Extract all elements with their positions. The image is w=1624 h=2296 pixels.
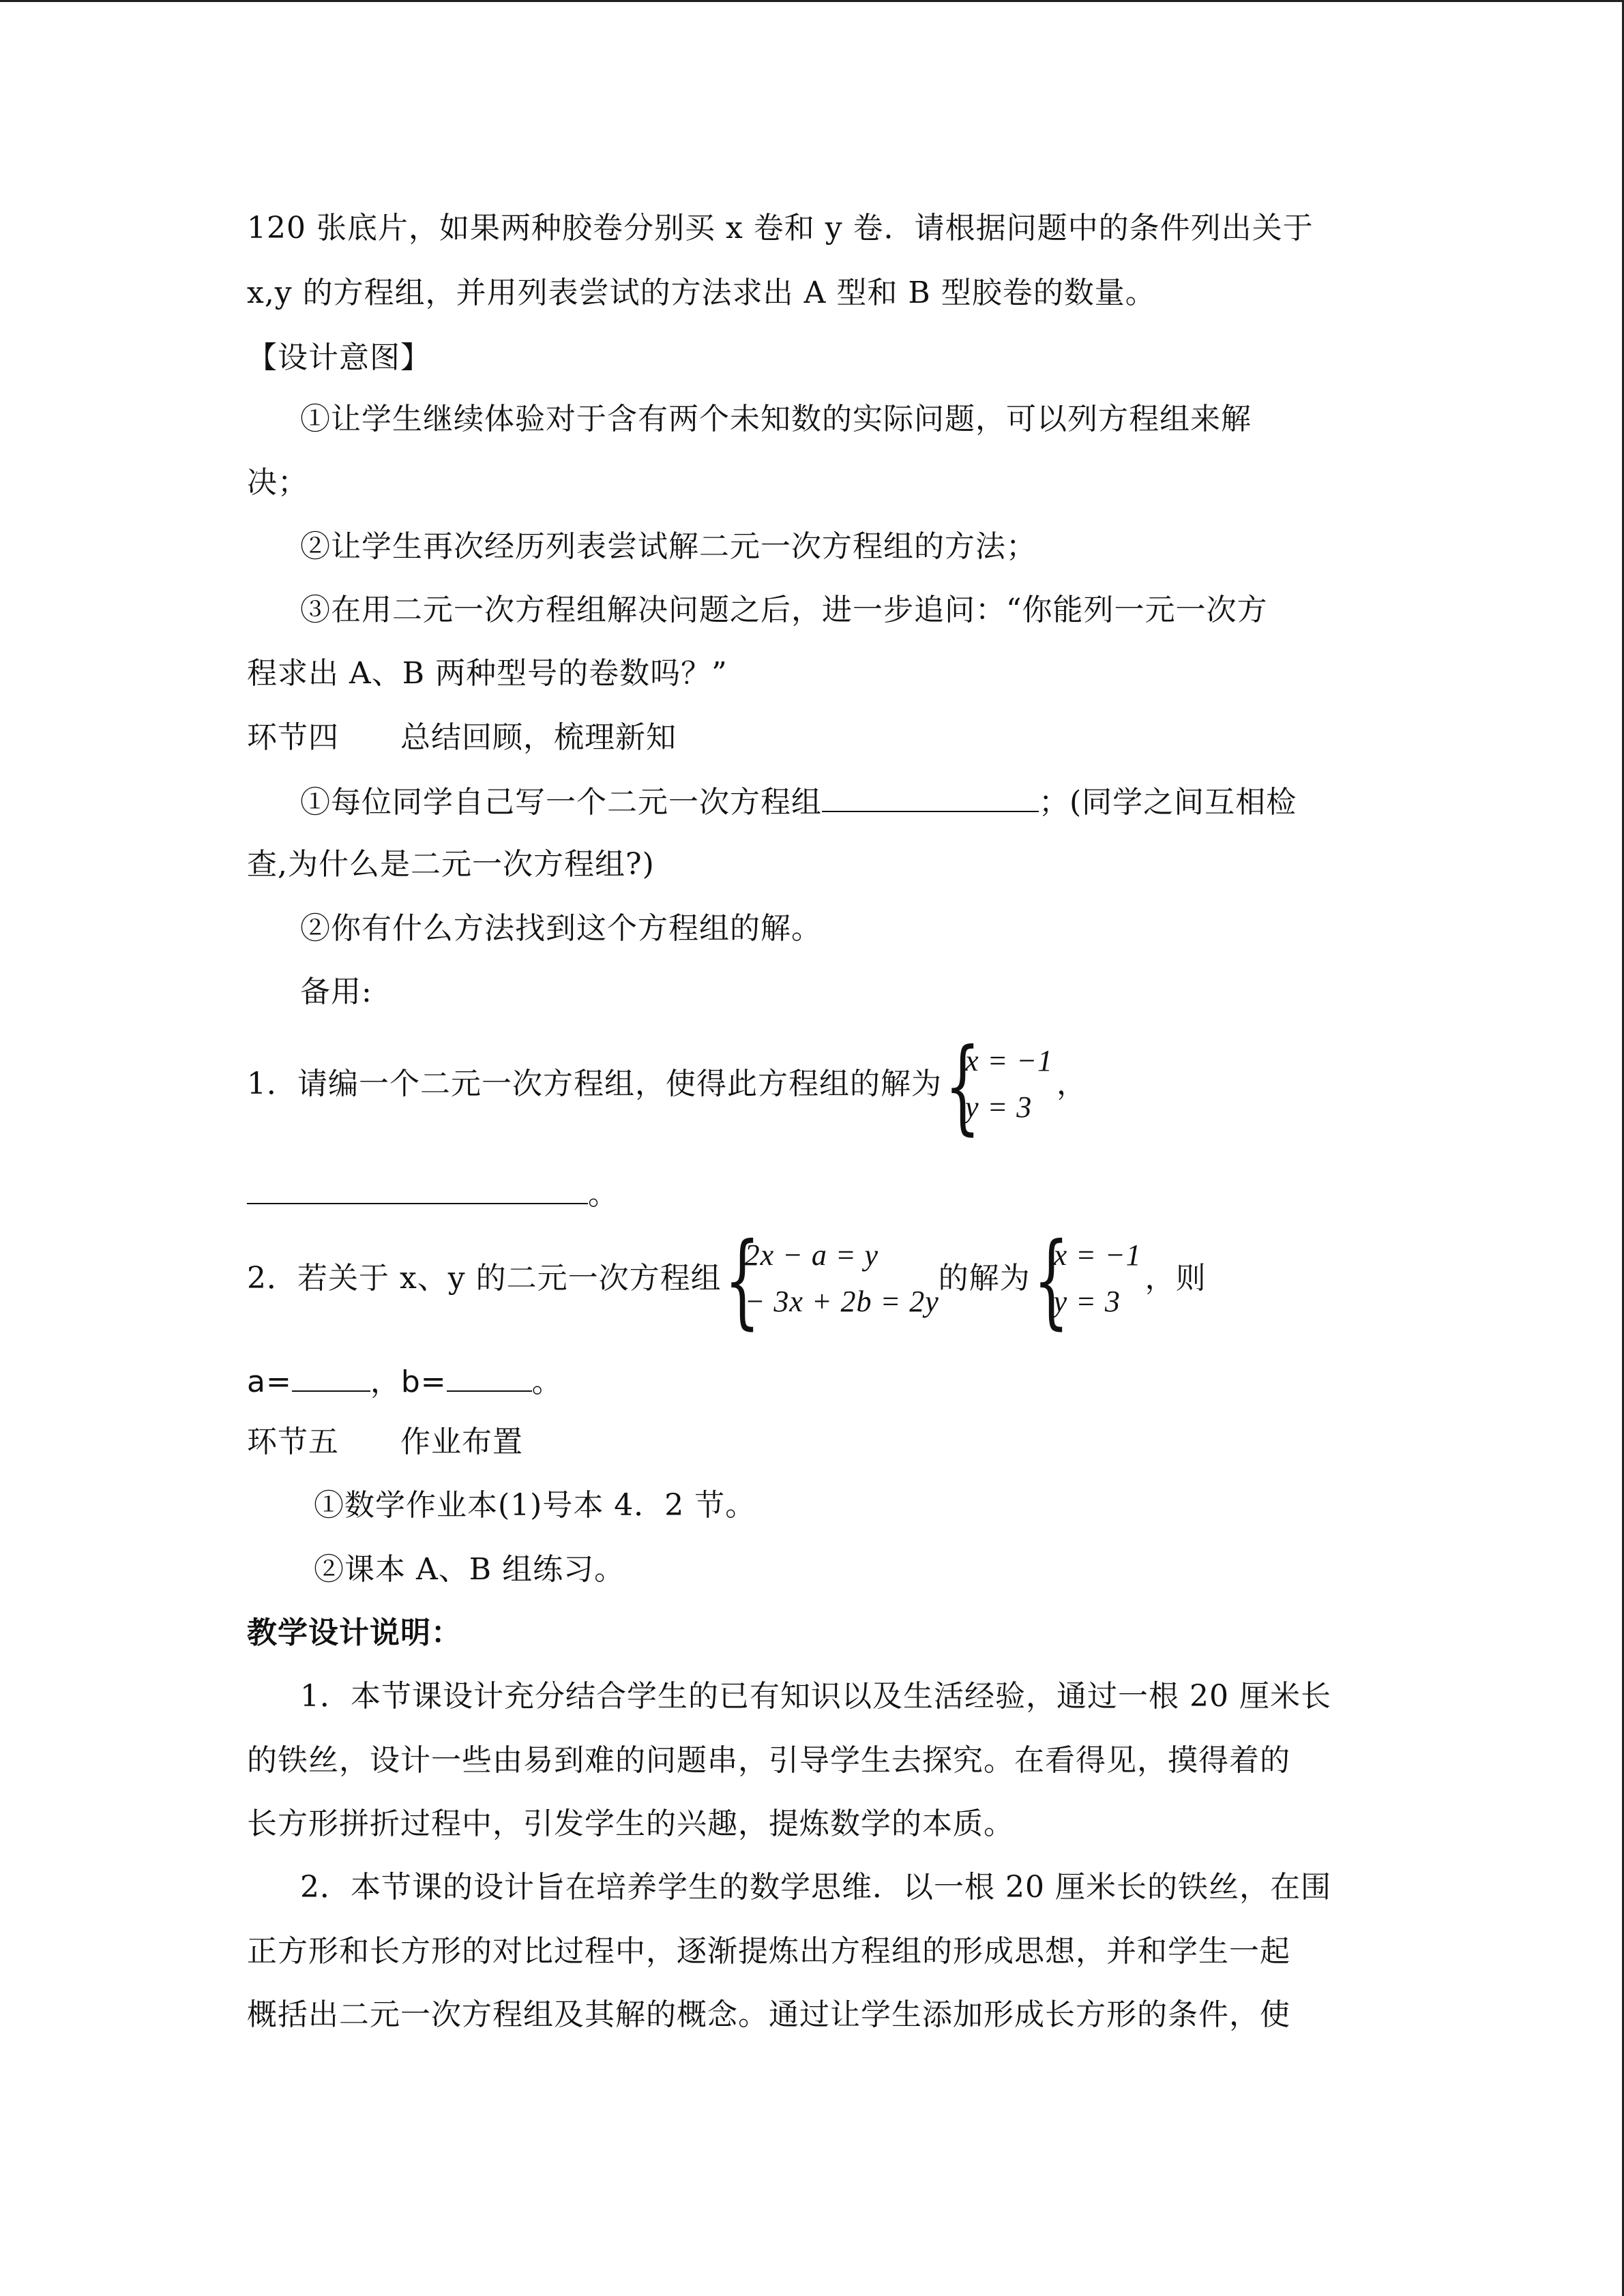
page-top-border [0, 0, 1624, 2]
question-2-mid: 的解为 [938, 1261, 1031, 1296]
intent-item-3: ③在用二元一次方程组解决问题之后，进一步追问：“你能列一元一次方 [300, 593, 1268, 627]
summary-item-1 [300, 781, 1297, 823]
equation-row: y = 3 [1053, 1284, 1121, 1318]
question-2 [247, 1221, 1207, 1340]
answer-blank-2[interactable] [247, 1173, 588, 1204]
equation-system-q1-solution [945, 1026, 1054, 1146]
notes-paragraph-2-line-1: 2．本节课的设计旨在培养学生的数学思维．以一根 20 厘米长的铁丝，在围 [300, 1870, 1331, 1905]
question-2-suffix: ，则 [1145, 1261, 1207, 1296]
notes-paragraph-1-line-3: 长方形拼折过程中，引发学生的兴趣，提炼数学的本质。 [247, 1806, 1014, 1841]
text-line-2: x,y 的方程组，并用列表尝试的方法求出 A 型和 B 型胶卷的数量。 [247, 275, 1156, 310]
intent-item-3-cont: 程求出 A、B 两种型号的卷数吗？” [247, 656, 728, 691]
question-1 [247, 1026, 1087, 1146]
equation-row: 2x − a = y [744, 1238, 879, 1272]
question-1-answer-line [247, 1173, 619, 1215]
question-1-text: 1．请编一个二元一次方程组，使得此方程组的解为 [247, 1067, 942, 1101]
text-line-1: 120 张底片，如果两种胶卷分别买 x 卷和 y 卷．请根据问题中的条件列出关于 [247, 211, 1314, 245]
brace-icon: { [945, 1026, 981, 1146]
equation-row: x = −1 [965, 1043, 1053, 1077]
section-heading-4: 环节四 总结回顾，梳理新知 [247, 720, 677, 755]
question-1-suffix: ， [1057, 1067, 1087, 1101]
notes-paragraph-1-line-2: 的铁丝，设计一些由易到难的问题串，引导学生去探究。在看得见，摸得着的 [247, 1743, 1290, 1778]
answer-blank-1[interactable] [822, 781, 1039, 812]
summary-item-1-tail: ；(同学之间互相检 [1039, 785, 1297, 820]
brace-icon: { [1033, 1221, 1069, 1340]
equation-row: y = 3 [965, 1090, 1033, 1124]
intent-item-1: ①让学生继续体验对于含有两个未知数的实际问题，可以列方程组来解 [300, 402, 1252, 436]
notes-paragraph-2-line-3: 概括出二元一次方程组及其解的概念。通过让学生添加形成长方形的条件，使 [247, 1997, 1290, 2032]
summary-item-1-text: ①每位同学自己写一个二元一次方程组 [300, 785, 822, 820]
spare-heading: 备用: [300, 974, 372, 1009]
question-1-end: 。 [588, 1177, 619, 1212]
section-heading-teaching-notes: 教学设计说明： [247, 1615, 462, 1650]
question-2-end: 。 [531, 1365, 563, 1399]
summary-item-2: ②你有什么方法找到这个方程组的解。 [300, 911, 822, 946]
homework-item-1: ①数学作业本(1)号本 4．2 节。 [314, 1488, 756, 1523]
summary-item-1-cont: 查,为什么是二元一次方程组?) [247, 847, 655, 882]
equation-row: − 3x + 2b = 2y [744, 1284, 939, 1318]
notes-paragraph-2-line-2: 正方形和长方形的对比过程中，逐渐提炼出方程组的形成思想，并和学生一起 [247, 1934, 1290, 1969]
equation-row: x = −1 [1053, 1238, 1142, 1272]
brace-icon: { [724, 1221, 761, 1340]
answer-blank-b[interactable] [447, 1360, 532, 1392]
homework-item-2: ②课本 A、B 组练习。 [314, 1552, 625, 1587]
label-a: a= [247, 1365, 292, 1399]
equation-system-q2 [724, 1221, 939, 1340]
answer-blank-a[interactable] [292, 1360, 370, 1392]
notes-paragraph-1-line-1: 1．本节课设计充分结合学生的已有知识以及生活经验，通过一根 20 厘米长 [300, 1679, 1331, 1714]
label-b: ，b= [370, 1365, 447, 1399]
question-2-text: 2．若关于 x、y 的二元一次方程组 [247, 1261, 722, 1296]
question-2-answer-line [247, 1360, 563, 1403]
section-heading-design-intent: 【设计意图】 [247, 340, 431, 375]
intent-item-2: ②让学生再次经历列表尝试解二元一次方程组的方法； [300, 529, 1037, 564]
section-heading-5: 环节五 作业布置 [247, 1425, 523, 1459]
intent-item-1-cont: 决； [247, 465, 308, 500]
equation-system-q2-solution [1033, 1221, 1142, 1340]
